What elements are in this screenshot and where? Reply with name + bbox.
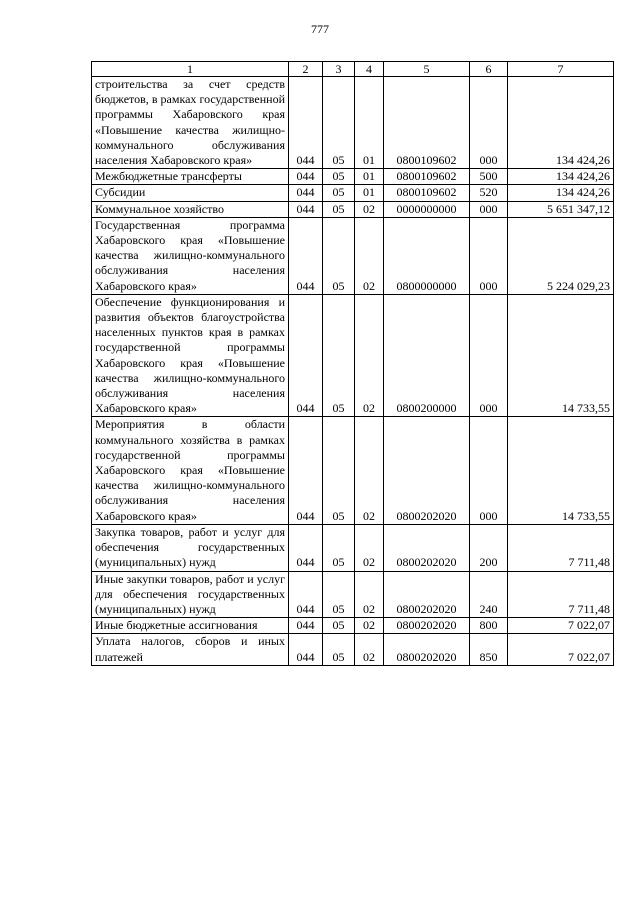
row-name: строительства за счет средств бюджетов, в рамках государственной программы Хабаровского края «Повышение качества жилищно-коммунального обслуживания населения Хабаровского края» xyxy=(92,77,289,169)
row-expense-type: 000 xyxy=(470,201,508,217)
row-ministry-code: 044 xyxy=(289,634,323,665)
row-subsection: 02 xyxy=(355,417,384,524)
row-ministry-code: 044 xyxy=(289,294,323,417)
row-name: Межбюджетные трансферты xyxy=(92,169,289,185)
page-number: 777 xyxy=(311,22,329,36)
row-amount: 5 224 029,23 xyxy=(508,217,614,294)
row-name: Обеспечение функционирования и развития объектов благоустройства населенных пунктов края в рамках государственной программы Хабаровского края «Повышение качества жилищно-коммунального обслуживания населения Хабаровского края» xyxy=(92,294,289,417)
row-expense-type: 800 xyxy=(470,618,508,634)
row-expense-type: 850 xyxy=(470,634,508,665)
table-row xyxy=(92,169,614,185)
row-section: 05 xyxy=(323,169,355,185)
row-subsection: 01 xyxy=(355,77,384,169)
row-target-article: 0800202020 xyxy=(384,417,470,524)
row-subsection: 02 xyxy=(355,524,384,571)
table-row xyxy=(92,618,614,634)
row-target-article: 0000000000 xyxy=(384,201,470,217)
row-target-article: 0800202020 xyxy=(384,618,470,634)
budget-table xyxy=(91,61,614,666)
row-ministry-code: 044 xyxy=(289,185,323,201)
header-col-6: 6 xyxy=(470,62,508,77)
row-target-article: 0800200000 xyxy=(384,294,470,417)
row-target-article: 0800109602 xyxy=(384,77,470,169)
header-col-7: 7 xyxy=(508,62,614,77)
row-expense-type: 200 xyxy=(470,524,508,571)
row-expense-type: 000 xyxy=(470,217,508,294)
table-row xyxy=(92,417,614,524)
row-section: 05 xyxy=(323,618,355,634)
row-section: 05 xyxy=(323,294,355,417)
table-row xyxy=(92,185,614,201)
row-name: Государственная программа Хабаровского края «Повышение качества жилищно-коммунального обслуживания населения Хабаровского края» xyxy=(92,217,289,294)
row-name: Субсидии xyxy=(92,185,289,201)
header-row xyxy=(92,62,614,77)
header-col-3: 3 xyxy=(323,62,355,77)
header-col-4: 4 xyxy=(355,62,384,77)
row-subsection: 02 xyxy=(355,217,384,294)
row-ministry-code: 044 xyxy=(289,77,323,169)
row-subsection: 02 xyxy=(355,201,384,217)
row-subsection: 02 xyxy=(355,618,384,634)
table-row xyxy=(92,201,614,217)
row-ministry-code: 044 xyxy=(289,618,323,634)
row-amount: 134 424,26 xyxy=(508,185,614,201)
row-section: 05 xyxy=(323,524,355,571)
row-amount: 134 424,26 xyxy=(508,77,614,169)
table-row xyxy=(92,77,614,169)
row-ministry-code: 044 xyxy=(289,169,323,185)
row-name: Иные закупки товаров, работ и услуг для обеспечения государственных (муниципальных) нужд xyxy=(92,571,289,618)
row-name: Уплата налогов, сборов и иных платежей xyxy=(92,634,289,665)
row-section: 05 xyxy=(323,571,355,618)
row-expense-type: 500 xyxy=(470,169,508,185)
row-amount: 7 711,48 xyxy=(508,524,614,571)
row-subsection: 01 xyxy=(355,185,384,201)
header-col-1: 1 xyxy=(92,62,289,77)
row-target-article: 0800202020 xyxy=(384,634,470,665)
row-expense-type: 000 xyxy=(470,77,508,169)
header-col-5: 5 xyxy=(384,62,470,77)
row-section: 05 xyxy=(323,417,355,524)
row-ministry-code: 044 xyxy=(289,201,323,217)
row-subsection: 02 xyxy=(355,294,384,417)
row-expense-type: 000 xyxy=(470,294,508,417)
row-target-article: 0800109602 xyxy=(384,169,470,185)
row-target-article: 0800202020 xyxy=(384,571,470,618)
row-name: Мероприятия в области коммунального хозяйства в рамках государственной программы Хабаровского края «Повышение качества жилищно-коммунального обслуживания населения Хабаровского края» xyxy=(92,417,289,524)
row-expense-type: 520 xyxy=(470,185,508,201)
row-amount: 7 022,07 xyxy=(508,634,614,665)
table-row xyxy=(92,634,614,665)
row-name: Иные бюджетные ассигнования xyxy=(92,618,289,634)
row-name: Коммунальное хозяйство xyxy=(92,201,289,217)
row-ministry-code: 044 xyxy=(289,417,323,524)
row-section: 05 xyxy=(323,77,355,169)
row-amount: 14 733,55 xyxy=(508,417,614,524)
table-row xyxy=(92,294,614,417)
row-ministry-code: 044 xyxy=(289,217,323,294)
table-row xyxy=(92,217,614,294)
row-amount: 134 424,26 xyxy=(508,169,614,185)
row-amount: 7 022,07 xyxy=(508,618,614,634)
row-section: 05 xyxy=(323,185,355,201)
row-subsection: 01 xyxy=(355,169,384,185)
row-ministry-code: 044 xyxy=(289,571,323,618)
row-subsection: 02 xyxy=(355,571,384,618)
table-row xyxy=(92,571,614,618)
row-section: 05 xyxy=(323,201,355,217)
row-target-article: 0800109602 xyxy=(384,185,470,201)
row-subsection: 02 xyxy=(355,634,384,665)
row-amount: 7 711,48 xyxy=(508,571,614,618)
row-target-article: 0800000000 xyxy=(384,217,470,294)
row-name: Закупка товаров, работ и услуг для обеспечения государственных (муниципальных) нужд xyxy=(92,524,289,571)
row-amount: 5 651 347,12 xyxy=(508,201,614,217)
row-section: 05 xyxy=(323,634,355,665)
row-target-article: 0800202020 xyxy=(384,524,470,571)
table-row xyxy=(92,524,614,571)
row-ministry-code: 044 xyxy=(289,524,323,571)
row-section: 05 xyxy=(323,217,355,294)
row-expense-type: 000 xyxy=(470,417,508,524)
row-expense-type: 240 xyxy=(470,571,508,618)
row-amount: 14 733,55 xyxy=(508,294,614,417)
header-col-2: 2 xyxy=(289,62,323,77)
